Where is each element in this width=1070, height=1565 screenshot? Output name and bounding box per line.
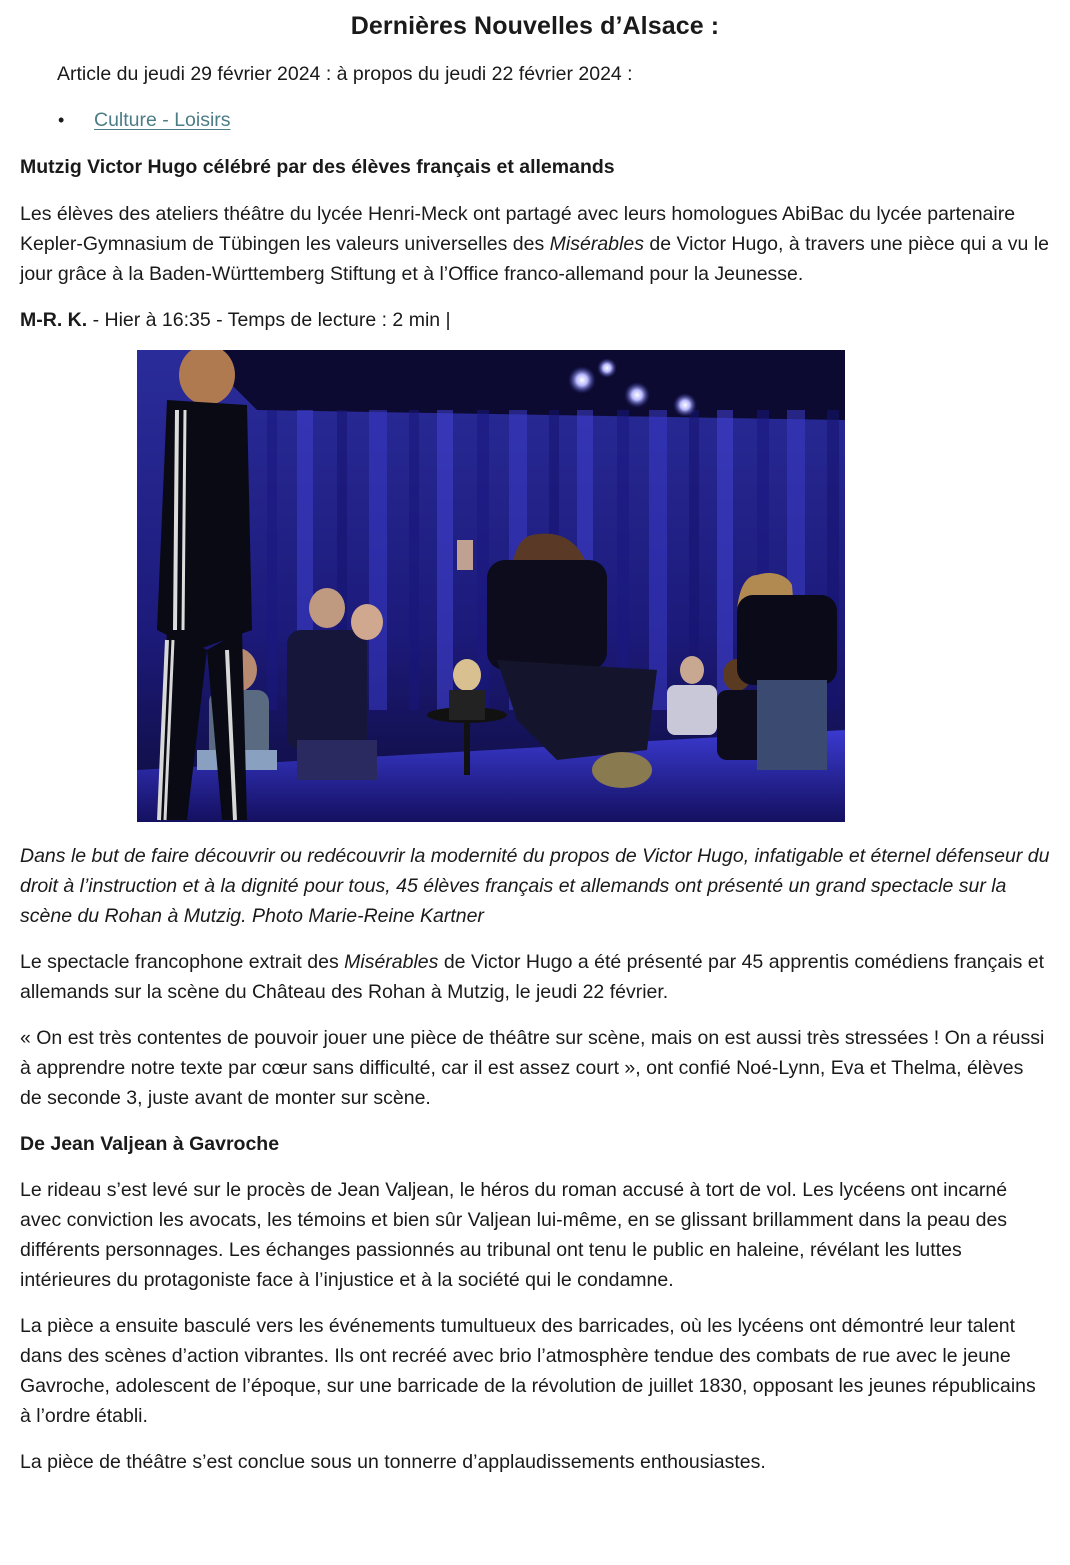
byline-author: M-R. K. (20, 309, 88, 331)
lead-text-start: Les élèves des ateliers théâtre du lycée Henri-Meck ont partagé avec leurs homologues AbiBac du lycée partenaire Kepler-Gymnasium de Tübingen les valeurs universelles des (20, 203, 1016, 255)
article-lead (20, 199, 1050, 289)
article-subheading: De Jean Valjean à Gavroche (20, 1133, 280, 1155)
category-list (20, 106, 1050, 134)
article-photo (137, 350, 845, 822)
category-link-culture-loisirs[interactable]: Culture - Loisirs (94, 109, 231, 131)
lead-title-italic: Misérables (549, 233, 644, 255)
article-paragraph-4: La pièce a ensuite basculé vers les événements tumultueux des barricades, où les lycéens ont démontré leur talent dans des scènes d’action vibrantes. Ils ont recréé avec brio l’atmosphère tendue des combats de rue avec le jeune Gavroche, adolescent de l’époque, sur une barricade de la révolution de juillet 1830, opposant les jeunes républicains à l’ordre établi. (20, 1315, 1036, 1427)
byline-meta: - Hier à 16:35 - Temps de lecture : 2 min | (87, 309, 451, 331)
article-headline: Mutzig Victor Hugo célébré par des élèves français et allemands (20, 156, 615, 178)
article-paragraph-3: Le rideau s’est levé sur le procès de Jean Valjean, le héros du roman accusé à tort de vol. Les lycéens ont incarné avec conviction les avocats, les témoins et bien sûr Valjean lui-même, en se glissant brillamment dans la peau des différents personnages. Les échanges passionnés au tribunal ont tenu le public en haleine, révélant les luttes intérieures du protagoniste face à l’injustice et à la société qui le condamne. (20, 1179, 1008, 1291)
paragraph-1-start: Le spectacle francophone extrait des (20, 951, 345, 973)
article-paragraph-5: La pièce de théâtre s’est conclue sous un tonnerre d’applaudissements enthousiastes. (20, 1451, 766, 1473)
paragraph-1-title-italic: Misérables (344, 951, 439, 973)
article-paragraph-1 (20, 947, 1050, 1007)
byline (20, 305, 1050, 335)
article-page (0, 10, 1070, 1565)
bullet-icon: • (58, 110, 65, 130)
stage-photo-illustration (137, 350, 845, 822)
article-date: Article du jeudi 29 février 2024 : à propos du jeudi 22 février 2024 : (57, 63, 633, 85)
category-item (57, 106, 1050, 134)
paragraph-1-end: de Victor Hugo a été présenté par 45 apprentis comédiens français et allemands sur la scène du Château des Rohan à Mutzig, le jeudi 22 février. (20, 951, 1045, 1003)
photo-caption: Dans le but de faire découvrir ou redécouvrir la modernité du propos de Victor Hugo, infatigable et éternel défenseur du droit à l’instruction et à la dignité pour tous, 45 élèves français et allemands ont présenté un grand spectacle sur la scène du Rohan à Mutzig. Photo Marie-Reine Kartner (20, 845, 1050, 927)
lead-text-end: de Victor Hugo, à travers une pièce qui a vu le jour grâce à la Baden-Württemberg Stiftung et à l’Office franco-allemand pour la Jeunesse. (20, 233, 1049, 285)
article-paragraph-2: « On est très contentes de pouvoir jouer une pièce de théâtre sur scène, mais on est aussi très stressées ! On a réussi à apprendre notre texte par cœur sans difficulté, car il est assez court », ont confié Noé-Lynn, Eva et Thelma, élèves de seconde 3, juste avant de monter sur scène. (20, 1027, 1045, 1109)
site-title: Dernières Nouvelles d’Alsace : (350, 12, 720, 40)
